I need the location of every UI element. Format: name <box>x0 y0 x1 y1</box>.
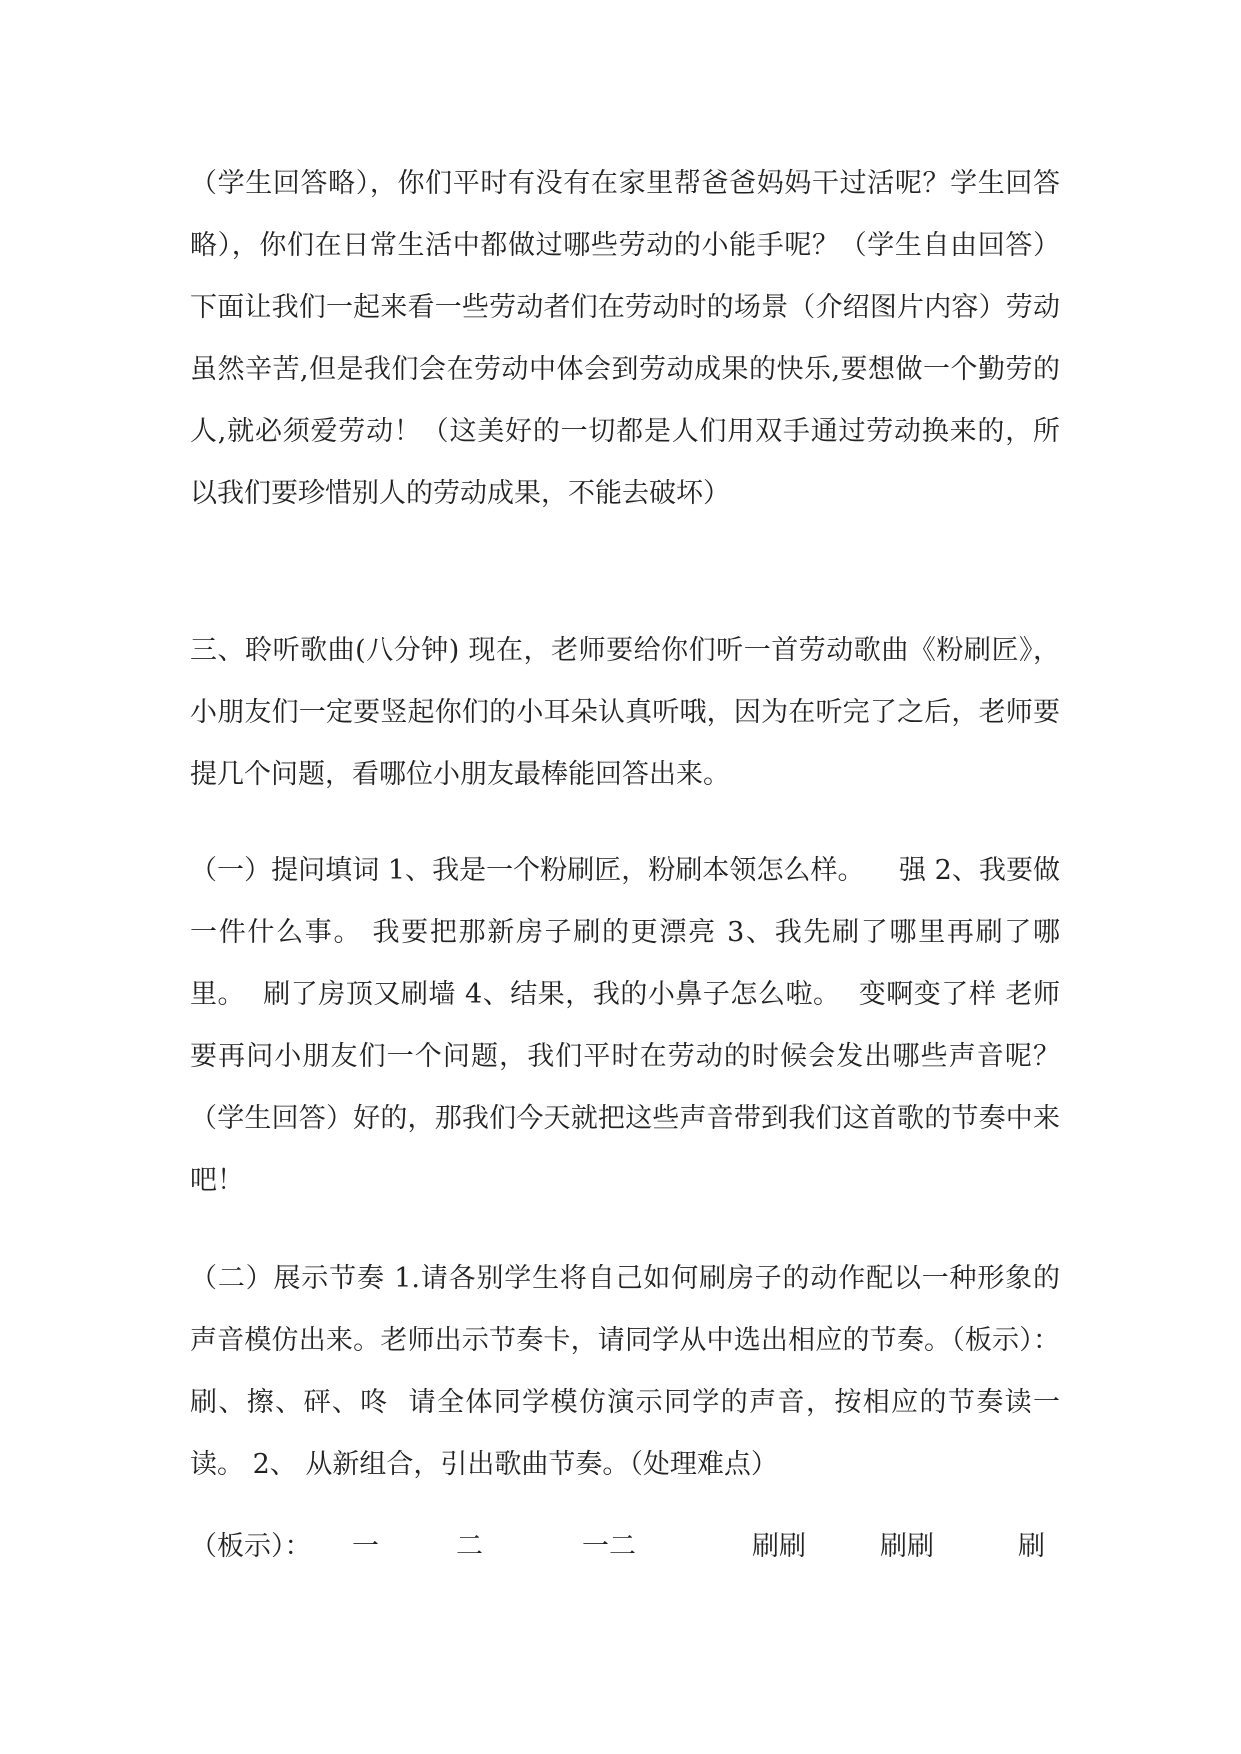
rhythm-board-row <box>190 1516 1060 1578</box>
rhythm-item: 刷刷 <box>880 1531 934 1562</box>
paragraph-rhythm: （二）展示节奏 1.请各别学生将自己如何刷房子的动作配以一种形象的声音模仿出来。老师出示节奏卡，请同学从中选出相应的节奏。（板示）：刷、擦、砰、咚 请全体同学模仿演示同学的声音，按相应的节奏读一读。 2、 从新组合，引出歌曲节奏。（处理难点） <box>190 1263 1060 1480</box>
paragraph-questions: （一）提问填词 1、我是一个粉刷匠，粉刷本领怎么样。 强 2、我要做一件什么事。 我要把那新房子刷的更漂亮 3、我先刷了哪里再刷了哪里。 刷了房顶又刷墙 4、结果，我的小鼻子怎么啦。 变啊变了样 老师要再问小朋友们一个问题，我们平时在劳动的时候会发出哪些声音呢？（学生回答）好的，那我们今天就把这些声音带到我们这首歌的节奏中来吧！ <box>190 855 1060 1196</box>
rhythm-item: 二 <box>456 1531 483 1562</box>
paragraph-listen-song: 三、聆听歌曲(八分钟) 现在，老师要给你们听一首劳动歌曲《粉刷匠》，小朋友们一定要竖起你们的小耳朵认真听哦，因为在听完了之后，老师要提几个问题，看哪位小朋友最棒能回答出来。 <box>190 635 1060 790</box>
rhythm-item: 一 <box>352 1531 379 1562</box>
rhythm-item: 一二 <box>582 1531 636 1562</box>
rhythm-item: 刷 <box>1018 1531 1045 1562</box>
board-label: （板示）： <box>190 1531 312 1562</box>
rhythm-item: 刷刷 <box>752 1531 806 1562</box>
paragraph-intro: （学生回答略），你们平时有没有在家里帮爸爸妈妈干过活呢？学生回答略），你们在日常生活中都做过哪些劳动的小能手呢？（学生自由回答）下面让我们一起来看一些劳动者们在劳动时的场景（介绍图片内容）劳动虽然辛苦,但是我们会在劳动中体会到劳动成果的快乐,要想做一个勤劳的人,就必须爱劳动！（这美好的一切都是人们用双手通过劳动换来的，所以我们要珍惜别人的劳动成果，不能去破坏） <box>190 168 1060 509</box>
